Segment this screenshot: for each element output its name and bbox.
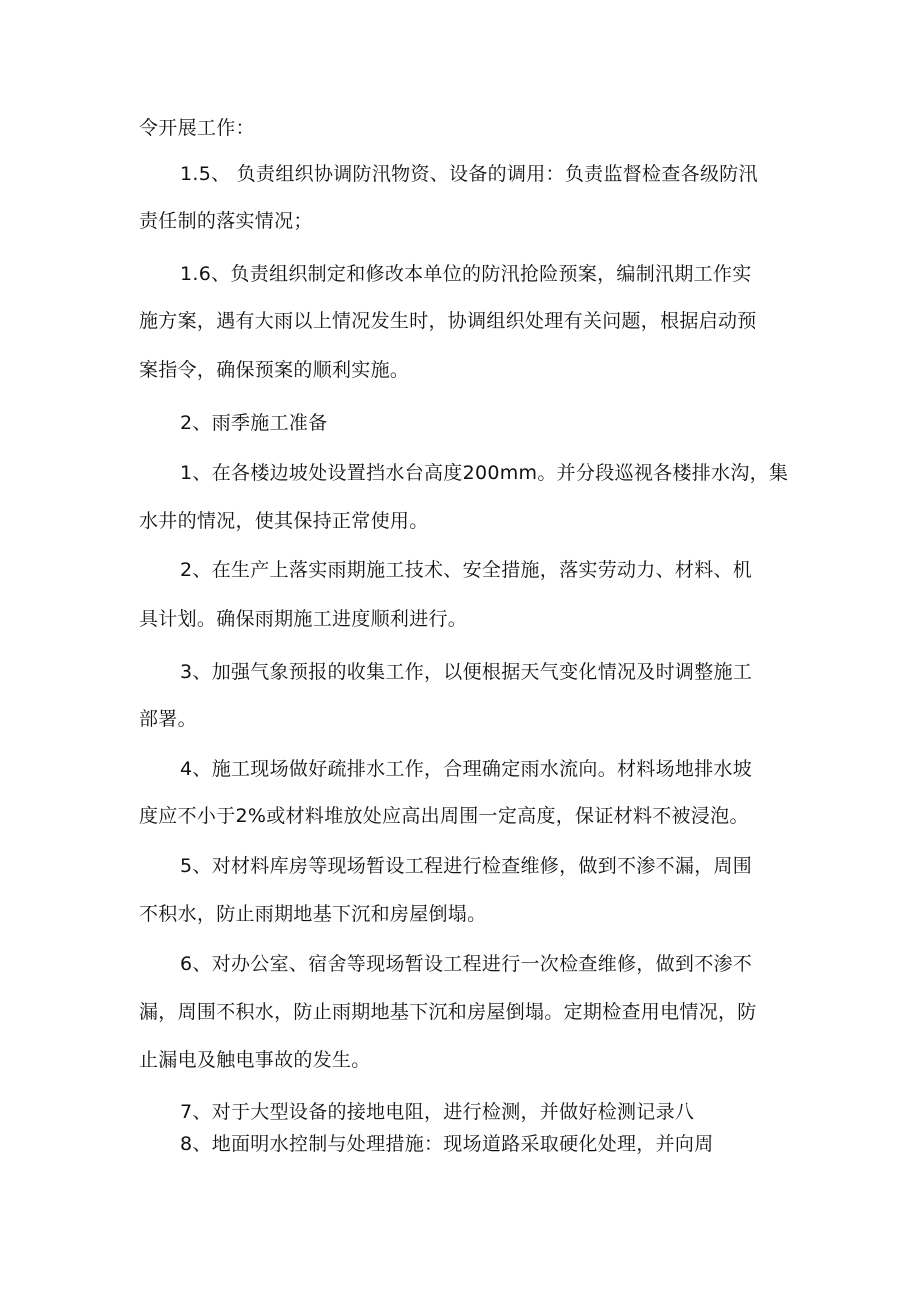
- text-line-16: 5、对材料库房等现场暂设工程进行检查维修，做到不渗不漏，周围: [180, 855, 753, 877]
- text-line-1: 令开展工作：: [139, 117, 255, 139]
- text-line-22: 8、地面明水控制与处理措施：现场道路采取硬化处理，并向周: [180, 1133, 714, 1155]
- section-heading: 2、雨季施工准备: [180, 412, 328, 434]
- text-line-17: 不积水，防止雨期地基下沉和房屋倒塌。: [139, 903, 487, 925]
- text-line-15: 度应不小于2%或材料堆放处应高出周围一定高度，保证材料不被浸泡。: [139, 805, 749, 827]
- text-line-3: 责任制的落实情况；: [139, 210, 313, 232]
- text-line-8: 1、在各楼边坡处设置挡水台高度200mm。并分段巡视各楼排水沟，集: [180, 462, 789, 484]
- text-line-4: 1.6、负责组织制定和修改本单位的防汛抢险预案，编制汛期工作实: [180, 263, 752, 285]
- text-line-9: 水井的情况，使其保持正常使用。: [139, 510, 429, 532]
- text-line-2: 1.5、 负责组织协调防汛物资、设备的调用：负责监督检查各级防汛: [180, 163, 758, 185]
- text-line-6: 案指令，确保预案的顺利实施。: [139, 359, 410, 381]
- text-line-20: 止漏电及触电事故的发生。: [139, 1049, 371, 1071]
- text-line-19: 漏，周围不积水，防止雨期地基下沉和房屋倒塌。定期检查用电情况，防: [139, 1001, 757, 1023]
- text-line-13: 部署。: [139, 708, 197, 730]
- text-line-10: 2、在生产上落实雨期施工技术、安全措施，落实劳动力、材料、机: [180, 559, 753, 581]
- text-line-21: 7、对于大型设备的接地电阻，进行检测，并做好检测记录八: [180, 1101, 695, 1123]
- text-line-14: 4、施工现场做好疏排水工作，合理确定雨水流向。材料场地排水坡: [180, 758, 753, 780]
- text-line-11: 具计划。确保雨期施工进度顺利进行。: [139, 608, 468, 630]
- text-line-5: 施方案，遇有大雨以上情况发生时，协调组织处理有关问题，根据启动预: [139, 310, 757, 332]
- text-line-12: 3、加强气象预报的收集工作，以便根据天气变化情况及时调整施工: [180, 661, 753, 683]
- text-line-18: 6、对办公室、宿舍等现场暂设工程进行一次检查维修，做到不渗不: [180, 953, 753, 975]
